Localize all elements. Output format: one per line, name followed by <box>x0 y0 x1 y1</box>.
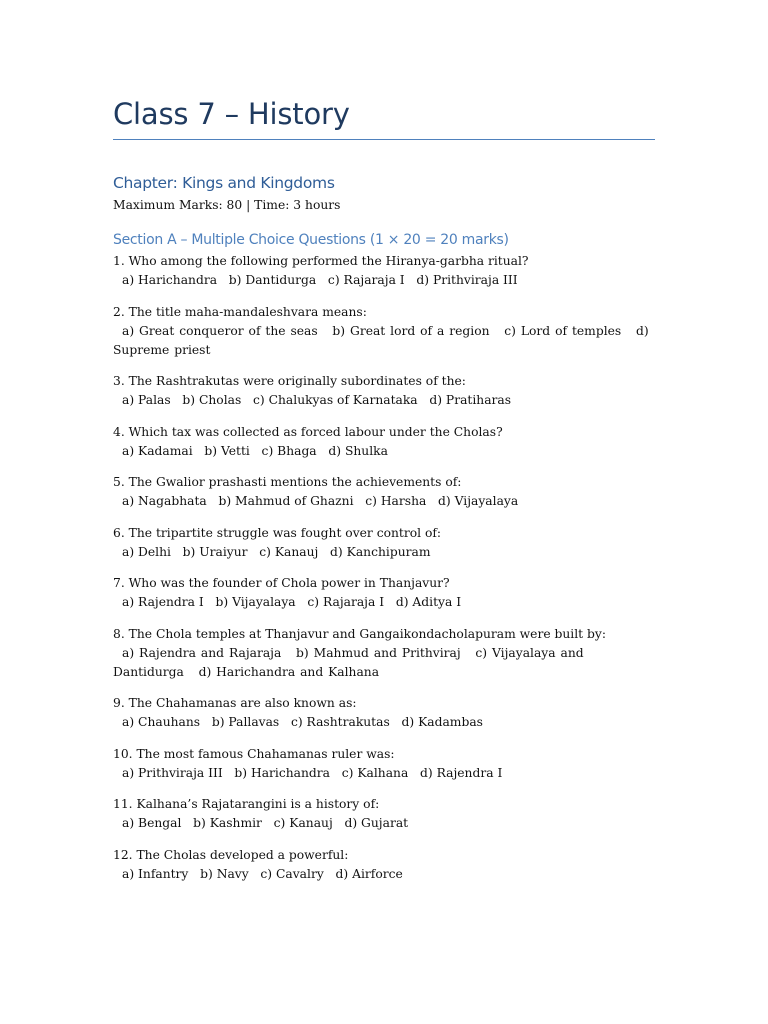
question-options: a) Nagabhata b) Mahmud of Ghazni c) Harsha d) Vijayalaya <box>122 494 519 508</box>
question-options: a) Great conqueror of the seas b) Great lord of a region c) Lord of temples d) Supreme priest <box>113 323 654 357</box>
question-text: 2. The title maha-mandaleshvara means: <box>113 304 367 319</box>
title-divider <box>113 139 655 140</box>
question-item <box>113 252 658 290</box>
question-item <box>113 745 658 783</box>
question-options: a) Prithviraja III b) Harichandra c) Kalhana d) Rajendra I <box>122 765 503 780</box>
question-item <box>113 524 658 562</box>
question-item <box>113 625 658 682</box>
question-item <box>113 423 658 461</box>
question-text: 6. The tripartite struggle was fought over control of: <box>113 525 442 540</box>
question-text: 8. The Chola temples at Thanjavur and Gangaikondacholapuram were built by: <box>113 626 606 641</box>
question-options: a) Rajendra and Rajaraja b) Mahmud and Prithviraj c) Vijayalaya and Dantidurga d) Harichandra and Kalhana <box>113 645 589 679</box>
question-text: 7. Who was the founder of Chola power in Thanjavur? <box>113 576 450 590</box>
question-text: 4. Which tax was collected as forced labour under the Cholas? <box>113 424 503 439</box>
question-item <box>113 574 658 612</box>
chapter-heading: Chapter: Kings and Kingdoms <box>113 174 335 192</box>
question-options: a) Kadamai b) Vetti c) Bhaga d) Shulka <box>122 443 388 458</box>
question-options: a) Rajendra I b) Vijayalaya c) Rajaraja I d) Aditya I <box>122 595 462 609</box>
question-text: 11. Kalhana’s Rajatarangini is a history of: <box>113 797 380 811</box>
question-text: 10. The most famous Chahamanas ruler was: <box>113 746 395 761</box>
question-item <box>113 473 658 511</box>
question-text: 9. The Chahamanas are also known as: <box>113 696 357 710</box>
question-item <box>113 795 658 833</box>
question-options: a) Bengal b) Kashmir c) Kanauj d) Gujarat <box>122 816 409 830</box>
question-options: a) Palas b) Cholas c) Chalukyas of Karnataka d) Pratiharas <box>122 393 512 407</box>
document-title: Class 7 – History <box>113 97 350 131</box>
question-options: a) Infantry b) Navy c) Cavalry d) Airforce <box>122 866 403 881</box>
exam-meta: Maximum Marks: 80 | Time: 3 hours <box>113 198 341 212</box>
question-text: 5. The Gwalior prashasti mentions the achievements of: <box>113 475 462 489</box>
question-options: a) Chauhans b) Pallavas c) Rashtrakutas d) Kadambas <box>122 715 483 729</box>
question-text: 1. Who among the following performed the Hiranya-garbha ritual? <box>113 254 529 268</box>
question-list <box>113 252 658 896</box>
question-text: 12. The Cholas developed a powerful: <box>113 847 349 862</box>
question-item <box>113 303 658 360</box>
question-item <box>113 846 658 884</box>
question-item <box>113 372 658 410</box>
question-options: a) Delhi b) Uraiyur c) Kanauj d) Kanchipuram <box>122 544 431 559</box>
section-heading: Section A – Multiple Choice Questions (1 × 20 = 20 marks) <box>113 232 509 248</box>
question-item <box>113 694 658 732</box>
question-options: a) Harichandra b) Dantidurga c) Rajaraja I d) Prithviraja III <box>122 273 518 287</box>
question-text: 3. The Rashtrakutas were originally subordinates of the: <box>113 374 466 388</box>
